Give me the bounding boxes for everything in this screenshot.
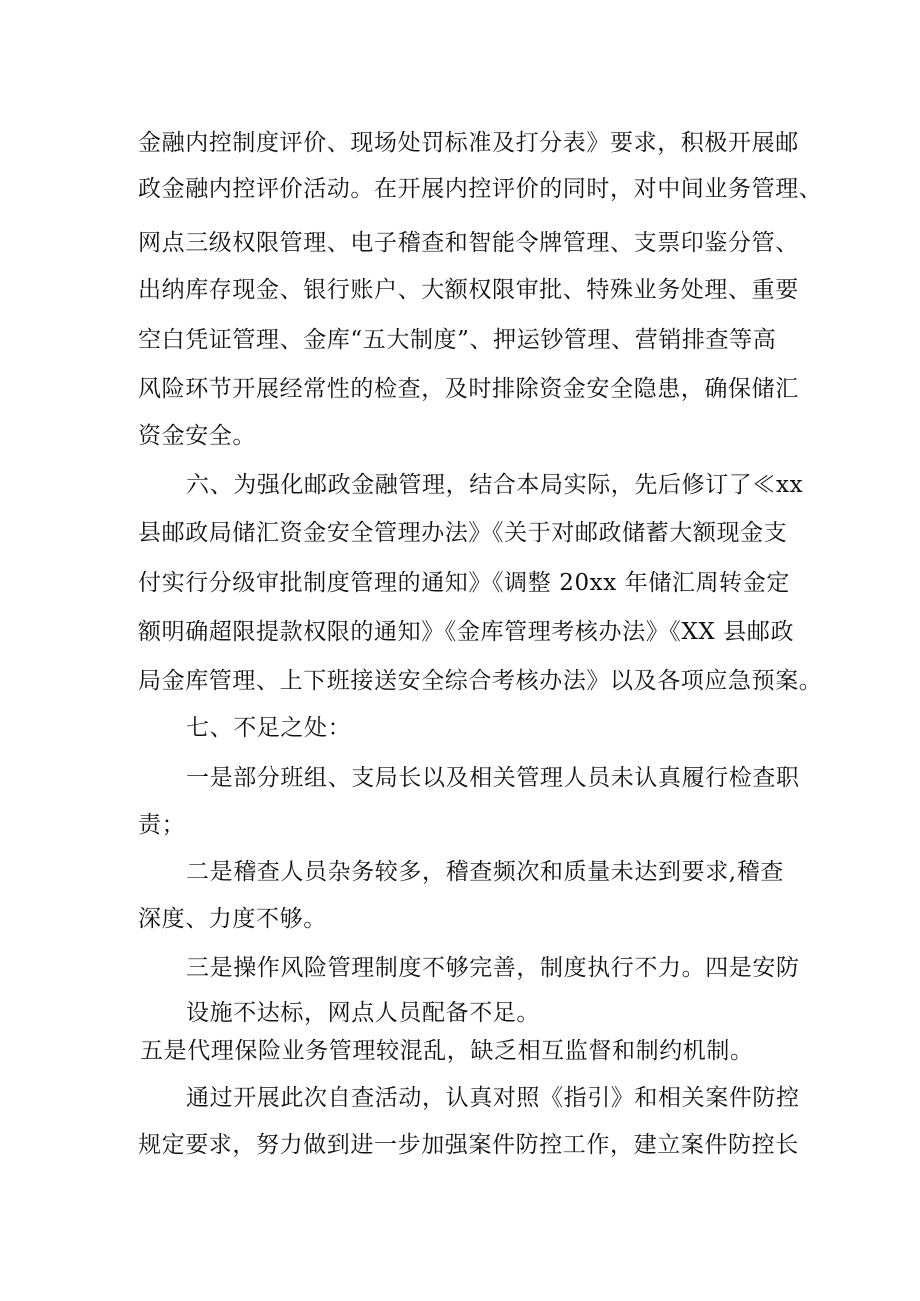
body-line: 风险环节开展经常性的检查，及时排除资金安全隐患，确保储汇 (138, 376, 799, 402)
paragraph-six-start: 六、为强化邮政金融管理，结合本局实际，先后修订了≪xx (186, 472, 804, 498)
body-line: 金融内控制度评价、现场处罚标准及打分表》要求，积极开展邮 (138, 130, 799, 156)
body-line: 深度、力度不够。 (138, 906, 327, 932)
closing-paragraph-start: 通过开展此次自查活动，认真对照《指引》和相关案件防控 (186, 1085, 800, 1111)
shortcoming-three-start: 三是操作风险管理制度不够完善，制度执行不力。四是安防 (186, 955, 800, 981)
body-line: 资金安全。 (138, 423, 256, 449)
shortcoming-five: 五是代理保险业务管理较混乱，缺乏相互监督和制约机制。 (140, 1038, 754, 1064)
body-line: 设施不达标，网点人员配备不足。 (186, 1000, 540, 1026)
shortcoming-two-start: 二是稽查人员杂务较多，稽查频次和质量未达到要求,稽查 (186, 859, 784, 885)
shortcoming-one-start: 一是部分班组、支局长以及相关管理人员未认真履行检查职 (186, 765, 800, 791)
body-line: 空白凭证管理、金库“五大制度”、押运钞管理、营销排查等高 (138, 327, 777, 353)
body-line: 责； (138, 812, 186, 838)
body-line: 规定要求，努力做到进一步加强案件防控工作，建立案件防控长 (138, 1132, 799, 1158)
section-heading: 七、不足之处： (186, 715, 352, 741)
body-line: 局金库管理、上下班接送安全综合考核办法》以及各项应急预案。 (138, 668, 823, 694)
body-line: 额明确超限提款权限的通知》《金库管理考核办法》《XX 县邮政 (138, 619, 795, 645)
body-line: 付实行分级审批制度管理的通知》《调整 20xx 年储汇周转金定 (138, 570, 790, 596)
body-line: 出纳库存现金、银行账户、大额权限审批、特殊业务处理、重要 (138, 277, 799, 303)
body-line: 网点三级权限管理、电子稽查和智能令牌管理、支票印鉴分管、 (138, 230, 799, 256)
body-line: 政金融内控评价活动。在开展内控评价的同时，对中间业务管理、 (138, 176, 823, 202)
body-line: 县邮政局储汇资金安全管理办法》《关于对邮政储蓄大额现金支 (138, 520, 788, 546)
